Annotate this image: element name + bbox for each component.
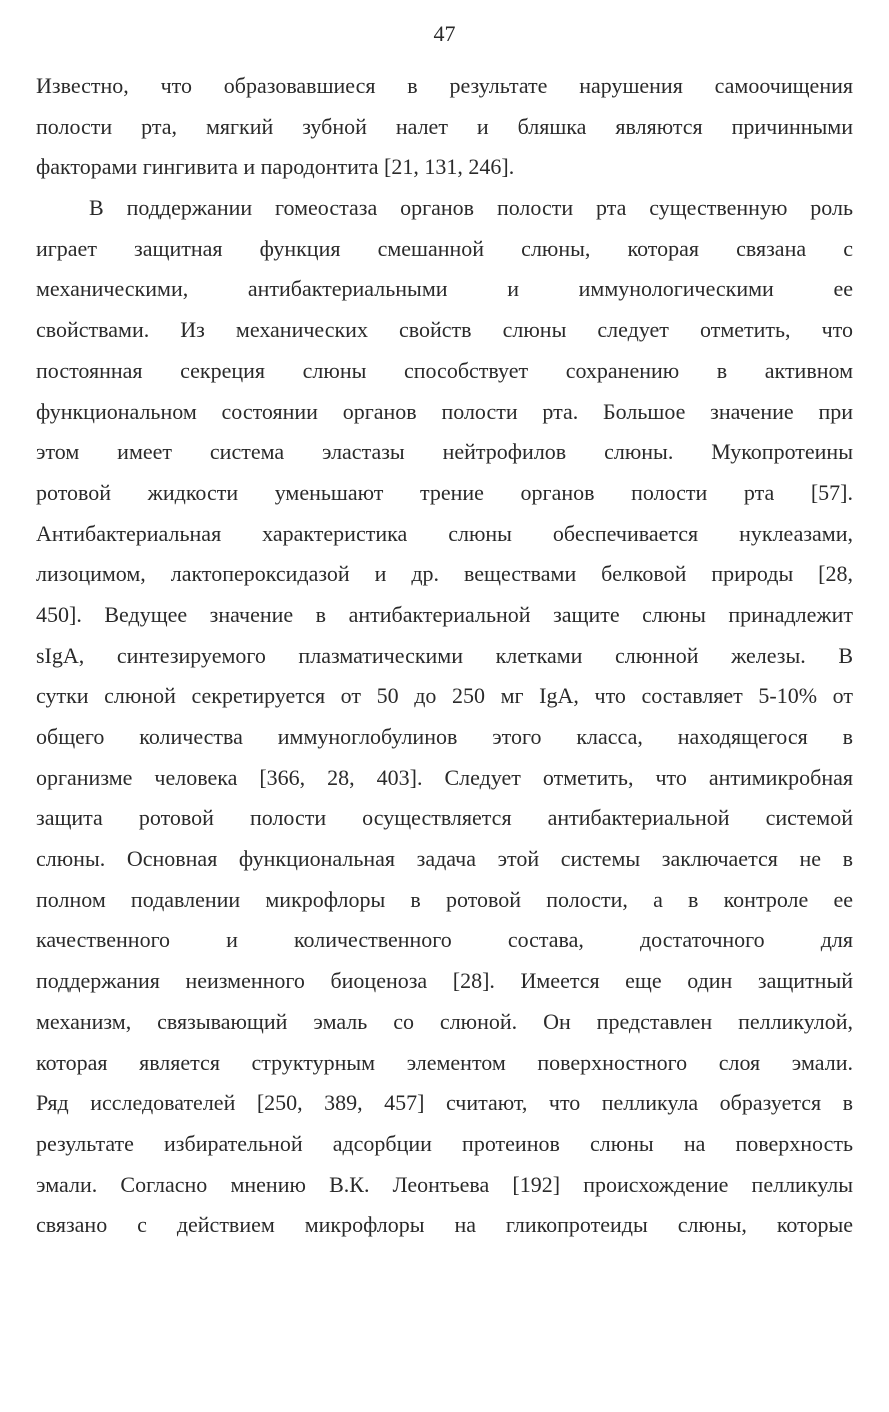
text-line: полости рта, мягкий зубной налет и бляшка являются причинными [36, 113, 853, 139]
page-number: 47 [433, 21, 456, 46]
text-line: качественного и количественного состава, достаточного для [36, 927, 853, 953]
text-line: Известно, что образовавшиеся в результате нарушения самоочищения [36, 73, 853, 98]
text-line: механическими, антибактериальными и иммунологическими ее [36, 276, 853, 302]
text-line: лизоцимом, лактопероксидазой и др. веществами белковой природы [28, [36, 561, 853, 587]
text-line: общего количества иммуноглобулинов этого класса, находящегося в [36, 724, 853, 749]
text-line: В поддержании гомеостаза органов полости рта существенную роль [89, 195, 853, 221]
text-line: полном подавлении микрофлоры в ротовой полости, а в контроле ее [36, 886, 853, 912]
text-line: sIgA, синтезируемого плазматическими клетками слюнной железы. В [36, 642, 853, 668]
text-line: организме человека [366, 28, 403]. Следует отметить, что антимикробная [36, 764, 853, 790]
text-line: 450]. Ведущее значение в антибактериальной защите слюны принадлежит [36, 601, 853, 627]
text-line: механизм, связывающий эмаль со слюной. Он представлен пелликулой, [36, 1008, 853, 1034]
text-line: слюны. Основная функциональная задача этой системы заключается не в [36, 846, 853, 872]
text-line: связано с действием микрофлоры на гликопротеиды слюны, которые [36, 1212, 853, 1238]
text-line: играет защитная функция смешанной слюны, которая связана с [36, 235, 853, 261]
text-line: факторами гингивита и пародонтита [21, 131, 246]. [36, 154, 515, 180]
text-line: этом имеет система эластазы нейтрофилов слюны. Мукопротеины [36, 439, 853, 465]
text-line: эмали. Согласно мнению В.К. Леонтьева [192] происхождение пелликулы [36, 1171, 853, 1197]
text-line: свойствами. Из механических свойств слюны следует отметить, что [36, 317, 853, 343]
text-line: сутки слюной секретируется от 50 до 250 мг IgA, что составляет 5-10% от [36, 683, 853, 709]
text-line: ротовой жидкости уменьшают трение органов полости рта [57]. [36, 479, 853, 505]
text-line: постоянная секреция слюны способствует сохранению в активном [36, 357, 853, 383]
text-line: которая является структурным элементом поверхностного слоя эмали. [36, 1049, 853, 1075]
text-line: Ряд исследователей [250, 389, 457] считают, что пелликула образуется в [36, 1090, 853, 1116]
text-line: Антибактериальная характеристика слюны обеспечивается нуклеазами, [36, 520, 853, 546]
text-line: поддержания неизменного биоценоза [28]. Имеется еще один защитный [36, 968, 853, 994]
text-line: функциональном состоянии органов полости рта. Большое значение при [36, 398, 853, 424]
text-line: результате избирательной адсорбции протеинов слюны на поверхность [36, 1130, 853, 1156]
body-text [36, 66, 853, 1246]
text-line: защита ротовой полости осуществляется антибактериальной системой [36, 805, 853, 831]
